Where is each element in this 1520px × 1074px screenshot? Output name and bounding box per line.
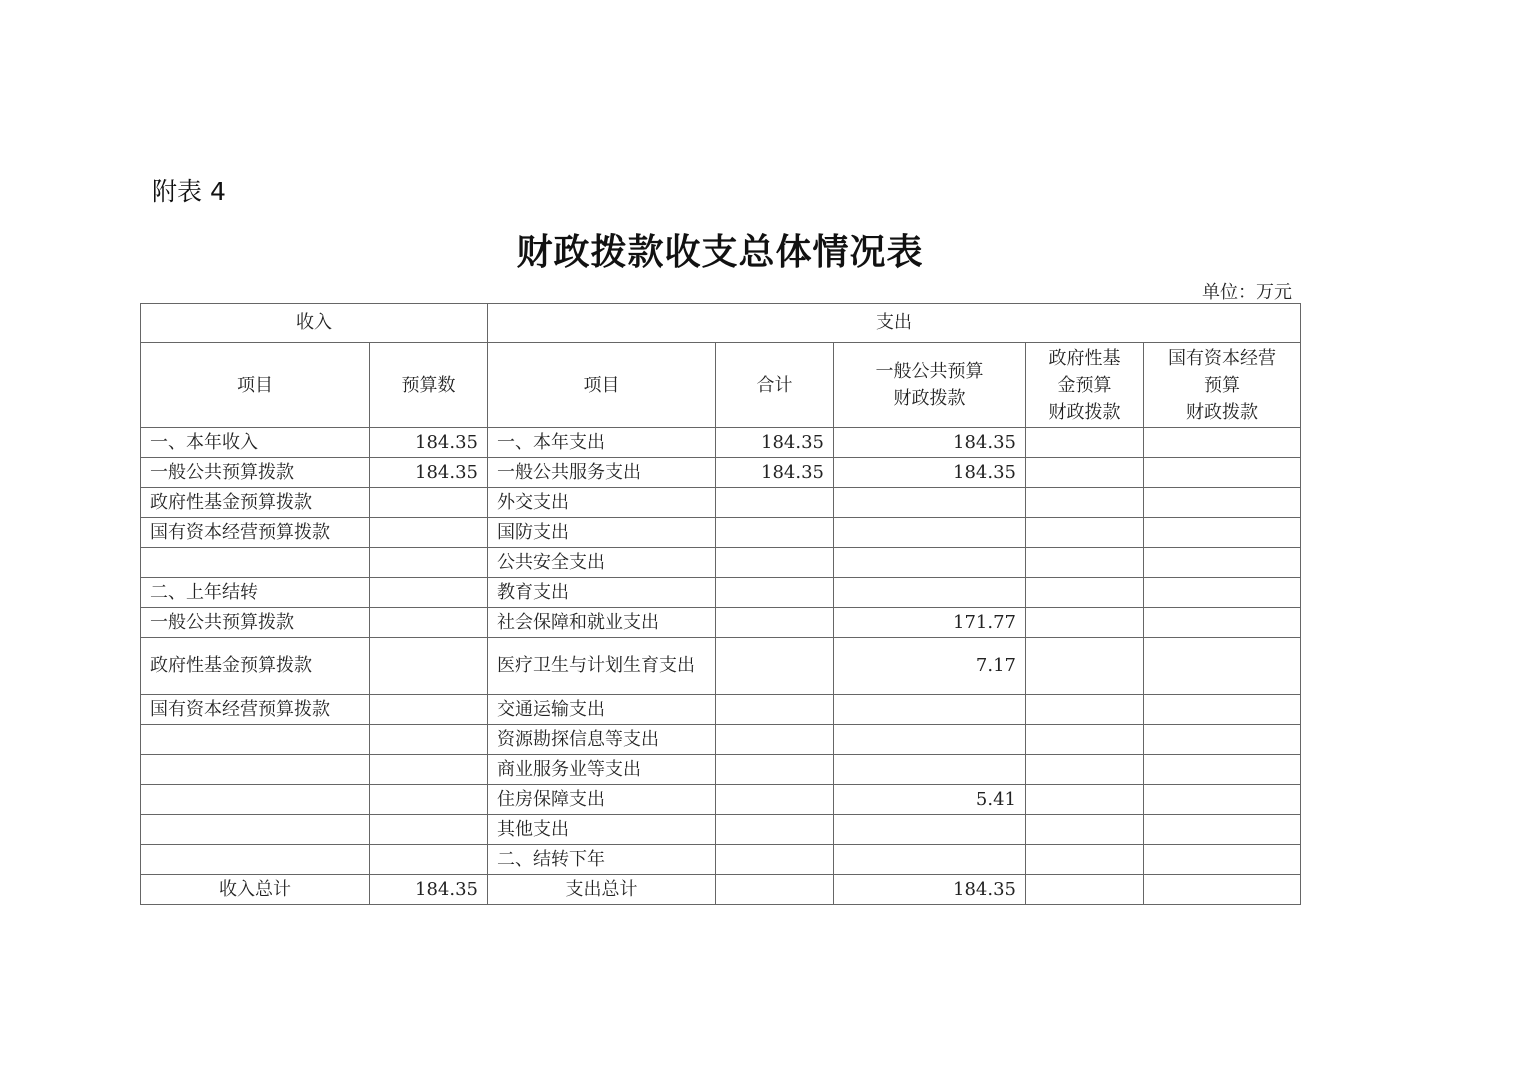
table-row [141, 488, 1301, 518]
header-gov-fund [1026, 343, 1144, 428]
cell-income-item: 一般公共预算拨款 [141, 458, 370, 488]
table-row [141, 518, 1301, 548]
cell-general-public [834, 695, 1026, 725]
table-row [141, 755, 1301, 785]
cell-income-item: 政府性基金预算拨款 [141, 638, 370, 695]
cell-income-budget [370, 488, 488, 518]
header-general-public [834, 343, 1026, 428]
table-row [141, 428, 1301, 458]
attachment-label: 附表 4 [152, 177, 226, 206]
unit-label: 单位：万元 [1202, 282, 1292, 303]
cell-state-capital [1144, 755, 1301, 785]
cell-income-item: 一般公共预算拨款 [141, 608, 370, 638]
cell-income-budget [370, 638, 488, 695]
cell-expense-item: 医疗卫生与计划生育支出 [488, 638, 716, 695]
table-row [141, 548, 1301, 578]
cell-income-budget [370, 785, 488, 815]
header-line: 国有资本经营 [1168, 347, 1276, 369]
cell-state-capital [1144, 548, 1301, 578]
cell-total [716, 755, 834, 785]
cell-total [716, 608, 834, 638]
cell-gov-fund [1026, 638, 1144, 695]
total-cell-gov-fund [1026, 875, 1144, 905]
cell-income-item [141, 785, 370, 815]
cell-income-item [141, 815, 370, 845]
cell-gov-fund [1026, 695, 1144, 725]
cell-general-public [834, 518, 1026, 548]
header-line: 财政拨款 [1186, 401, 1258, 423]
cell-state-capital [1144, 695, 1301, 725]
table-row [141, 785, 1301, 815]
total-cell-total [716, 875, 834, 905]
cell-income-budget [370, 608, 488, 638]
cell-gov-fund [1026, 755, 1144, 785]
header-expense-item: 项目 [488, 343, 716, 428]
header-line: 预算 [1204, 374, 1240, 396]
fiscal-appropriation-table [140, 303, 1301, 905]
cell-total [716, 518, 834, 548]
cell-state-capital [1144, 845, 1301, 875]
cell-total: 184.35 [716, 458, 834, 488]
total-cell-general-public: 184.35 [834, 875, 1026, 905]
cell-expense-item: 二、结转下年 [488, 845, 716, 875]
cell-state-capital [1144, 785, 1301, 815]
cell-income-budget: 184.35 [370, 428, 488, 458]
section-header-row [141, 304, 1301, 343]
cell-state-capital [1144, 725, 1301, 755]
cell-general-public [834, 815, 1026, 845]
cell-income-budget [370, 845, 488, 875]
cell-income-item: 国有资本经营预算拨款 [141, 518, 370, 548]
cell-expense-item: 商业服务业等支出 [488, 755, 716, 785]
table-row [141, 578, 1301, 608]
cell-state-capital [1144, 578, 1301, 608]
cell-expense-item: 公共安全支出 [488, 548, 716, 578]
header-line: 财政拨款 [893, 388, 966, 409]
cell-income-budget [370, 548, 488, 578]
section-income: 收入 [141, 304, 488, 343]
cell-gov-fund [1026, 428, 1144, 458]
header-income-budget: 预算数 [370, 343, 488, 428]
cell-general-public [834, 845, 1026, 875]
total-row [141, 875, 1301, 905]
cell-total [716, 725, 834, 755]
cell-gov-fund [1026, 785, 1144, 815]
cell-expense-item: 社会保障和就业支出 [488, 608, 716, 638]
page-title: 财政拨款收支总体情况表 [516, 231, 924, 273]
table-row [141, 815, 1301, 845]
header-total: 合计 [716, 343, 834, 428]
header-income-item: 项目 [141, 343, 370, 428]
cell-state-capital [1144, 428, 1301, 458]
table-row [141, 608, 1301, 638]
cell-income-item: 国有资本经营预算拨款 [141, 695, 370, 725]
cell-state-capital [1144, 458, 1301, 488]
cell-income-item [141, 548, 370, 578]
section-expense: 支出 [488, 304, 1301, 343]
cell-total [716, 548, 834, 578]
cell-expense-item: 教育支出 [488, 578, 716, 608]
total-cell-income-budget: 184.35 [370, 875, 488, 905]
cell-general-public [834, 578, 1026, 608]
cell-general-public: 171.77 [834, 608, 1026, 638]
header-line: 财政拨款 [1048, 401, 1121, 423]
cell-general-public [834, 548, 1026, 578]
cell-total [716, 578, 834, 608]
cell-income-item: 二、上年结转 [141, 578, 370, 608]
header-line: 一般公共预算 [875, 361, 984, 382]
cell-total [716, 845, 834, 875]
cell-income-item [141, 725, 370, 755]
cell-gov-fund [1026, 548, 1144, 578]
cell-total [716, 785, 834, 815]
cell-gov-fund [1026, 488, 1144, 518]
cell-general-public [834, 755, 1026, 785]
column-header-row [141, 343, 1301, 428]
cell-total: 184.35 [716, 428, 834, 458]
cell-income-budget [370, 815, 488, 845]
cell-income-budget: 184.35 [370, 458, 488, 488]
cell-income-item [141, 845, 370, 875]
cell-general-public: 5.41 [834, 785, 1026, 815]
cell-gov-fund [1026, 458, 1144, 488]
cell-total [716, 695, 834, 725]
cell-income-budget [370, 755, 488, 785]
cell-expense-item: 一、本年支出 [488, 428, 716, 458]
header-state-capital [1144, 343, 1301, 428]
cell-total [716, 488, 834, 518]
cell-expense-item: 住房保障支出 [488, 785, 716, 815]
table-row [141, 725, 1301, 755]
table-row [141, 845, 1301, 875]
cell-state-capital [1144, 518, 1301, 548]
cell-state-capital [1144, 815, 1301, 845]
cell-state-capital [1144, 488, 1301, 518]
cell-total [716, 815, 834, 845]
cell-income-budget [370, 725, 488, 755]
cell-gov-fund [1026, 518, 1144, 548]
cell-gov-fund [1026, 815, 1144, 845]
cell-gov-fund [1026, 845, 1144, 875]
total-cell-income-item: 收入总计 [141, 875, 370, 905]
total-cell-state-capital [1144, 875, 1301, 905]
cell-income-budget [370, 695, 488, 725]
total-cell-expense-item: 支出总计 [488, 875, 716, 905]
cell-expense-item: 资源勘探信息等支出 [488, 725, 716, 755]
cell-general-public: 184.35 [834, 428, 1026, 458]
header-line: 政府性基 [1048, 347, 1121, 369]
cell-income-item: 一、本年收入 [141, 428, 370, 458]
table-row [141, 458, 1301, 488]
cell-income-budget [370, 578, 488, 608]
cell-income-budget [370, 518, 488, 548]
cell-expense-item: 国防支出 [488, 518, 716, 548]
cell-expense-item: 一般公共服务支出 [488, 458, 716, 488]
cell-state-capital [1144, 638, 1301, 695]
cell-general-public: 184.35 [834, 458, 1026, 488]
cell-total [716, 638, 834, 695]
cell-gov-fund [1026, 608, 1144, 638]
cell-general-public [834, 725, 1026, 755]
cell-expense-item: 外交支出 [488, 488, 716, 518]
cell-expense-item: 其他支出 [488, 815, 716, 845]
table-row [141, 638, 1301, 695]
cell-general-public: 7.17 [834, 638, 1026, 695]
cell-income-item: 政府性基金预算拨款 [141, 488, 370, 518]
cell-gov-fund [1026, 725, 1144, 755]
cell-gov-fund [1026, 578, 1144, 608]
header-line: 金预算 [1057, 374, 1112, 396]
table-row [141, 695, 1301, 725]
cell-income-item [141, 755, 370, 785]
cell-general-public [834, 488, 1026, 518]
cell-state-capital [1144, 608, 1301, 638]
cell-expense-item: 交通运输支出 [488, 695, 716, 725]
